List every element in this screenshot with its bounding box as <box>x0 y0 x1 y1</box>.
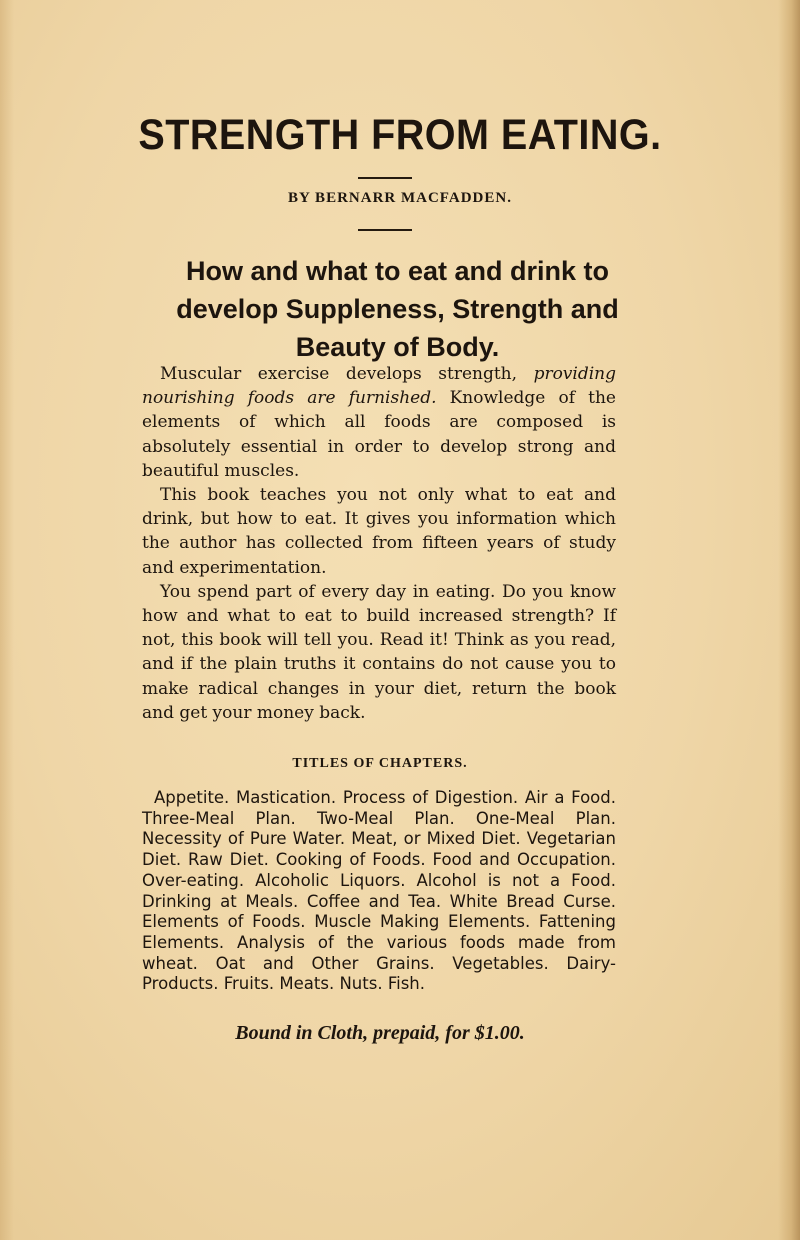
book-subtitle: How and what to eat and drink to develop Suppleness, Strength and Beauty of Body. <box>176 256 619 362</box>
author-byline: BY BERNARR MACFADDEN. <box>288 190 512 206</box>
divider-top <box>358 177 412 179</box>
paragraph-1-italic: providing nourishing foods are furnished. <box>142 364 616 409</box>
chapters-heading: TITLES OF CHAPTERS. <box>292 756 468 771</box>
page-edge-right <box>778 0 800 1240</box>
paragraph-2: This book teaches you not only what to eat and drink, but how to eat. It gives you information which the author has collected from fifteen years of study and experimentation. <box>142 485 616 578</box>
divider-middle <box>358 229 412 231</box>
paragraph-3: You spend part of every day in eating. Do you know how and what to eat to build increased strength? If not, this book will tell you. Read it! Think as you read, and if the plain truths it contains do not cause you to make radical changes in your diet, return the book and get your money back. <box>142 581 616 723</box>
chapters-list: Appetite. Mastication. Process of Digestion. Air a Food. Three-Meal Plan. Two-Meal Plan. One-Meal Plan. Necessity of Pure Water. Meat, or Mixed Diet. Vegetarian Diet. Raw Diet. Cooking of Foods. Food and Occupation. Over-eating. Alcoholic Liquors. Alcohol is not a Food. Drinking at Meals. Coffee and Tea. White Bread Curse. Elements of Foods. Muscle Making Elements. Fattening Elements. Analysis of the various foods made from wheat. Oat and Other Grains. Vegetables. Dairy-Products. Fruits. Meats. Nuts. Fish. <box>142 788 616 994</box>
page-edge-left <box>0 0 14 1240</box>
paragraph-1-start: Muscular exercise develops strength, <box>160 364 534 384</box>
description-text <box>142 362 616 725</box>
paragraph-1-end: Knowledge of the elements of which all foods are composed is absolutely essential in order to develop strong and beautiful muscles. <box>142 388 616 481</box>
page-title: STRENGTH FROM EATING. <box>138 111 662 159</box>
price-footer: Bound in Cloth, prepaid, for $1.00. <box>235 1022 525 1044</box>
paragraph-1 <box>142 362 616 483</box>
